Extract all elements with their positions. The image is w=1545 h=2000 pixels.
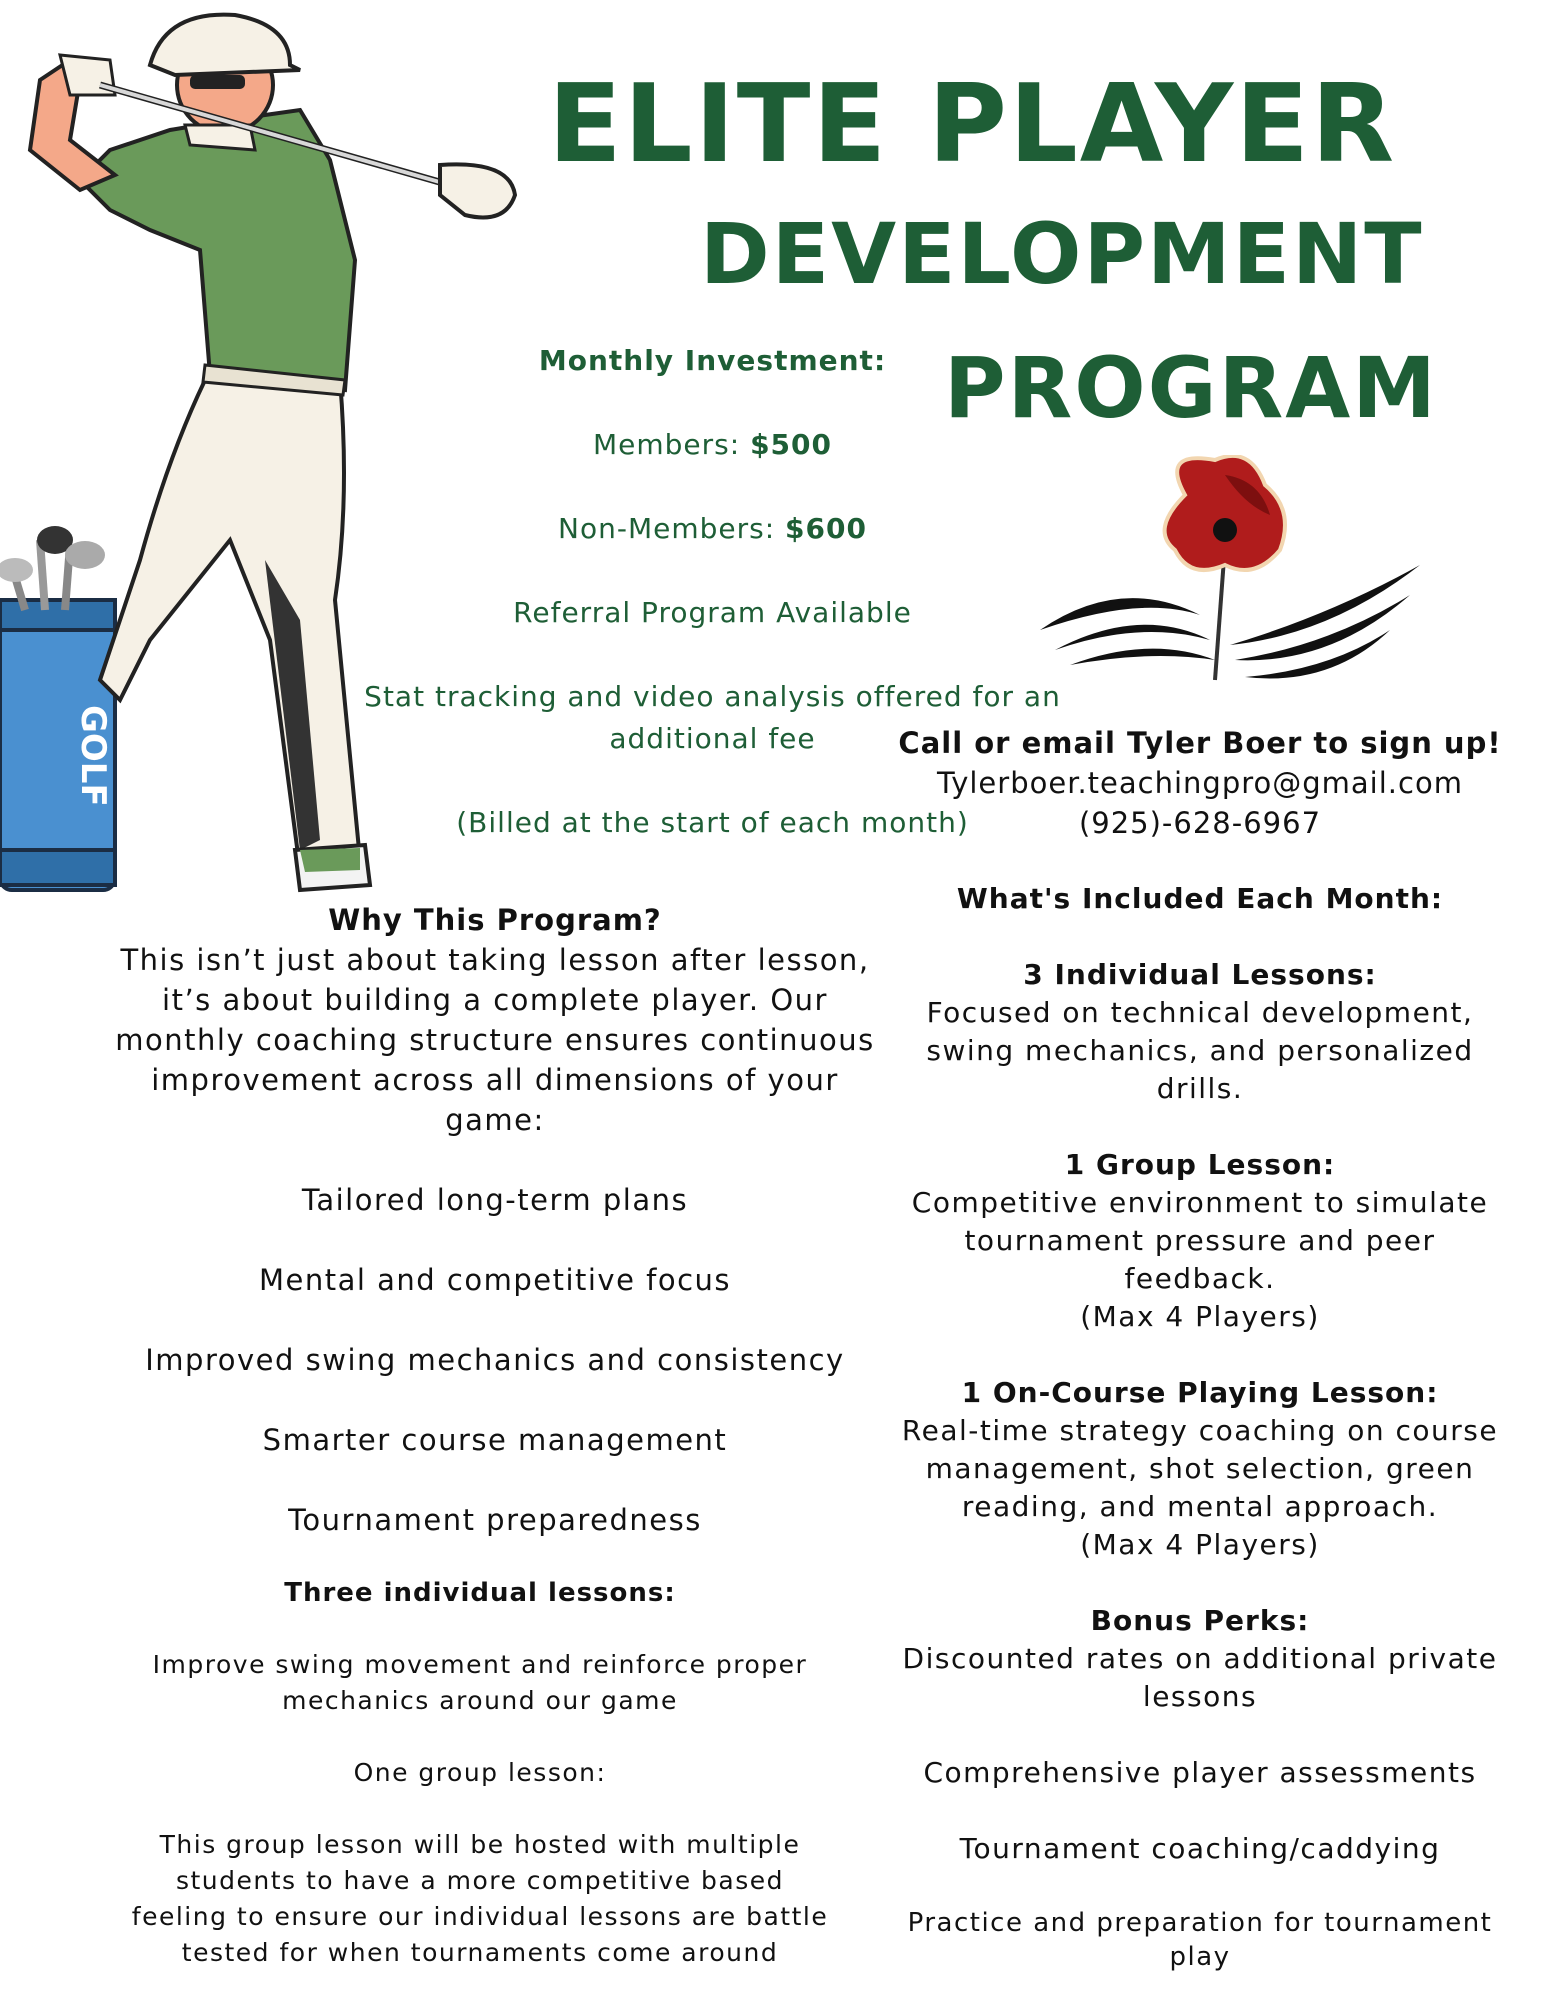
- group-lesson-line: This group lesson will be hosted with multiple: [159, 1830, 801, 1859]
- golf-bag-icon: [0, 526, 115, 890]
- included-item-line: (Max 4 Players): [1080, 1528, 1320, 1561]
- included-item-line: management, shot selection, green: [925, 1452, 1475, 1485]
- why-bullet: Tailored long-term plans: [301, 1183, 689, 1217]
- perk-last-line: play: [1169, 1942, 1231, 1972]
- included-item-line: Focused on technical development,: [926, 996, 1474, 1029]
- bonus-line: lessons: [1142, 1680, 1258, 1713]
- included-item-line: swing mechanics, and personalized: [926, 1034, 1474, 1067]
- perk-item: Tournament coaching/caddying: [959, 1832, 1441, 1865]
- included-item-line: Competitive environment to simulate: [911, 1186, 1489, 1219]
- flower-logo: [1030, 455, 1420, 685]
- members-price: [345, 424, 1080, 466]
- nonmembers-amount: $600: [785, 512, 867, 545]
- stat-line-1: Stat tracking and video analysis offered for an: [364, 680, 1061, 713]
- referral-text: Referral Program Available: [513, 596, 912, 629]
- why-heading: Why This Program?: [328, 903, 662, 937]
- flower-icon: [1040, 456, 1420, 680]
- included-item-line: drills.: [1156, 1072, 1244, 1105]
- perk-last-line: Practice and preparation for tournament: [907, 1908, 1493, 1938]
- included-section: [890, 880, 1510, 1974]
- included-heading: What's Included Each Month:: [956, 882, 1444, 915]
- members-label: Members:: [592, 428, 751, 461]
- why-bullet: Mental and competitive focus: [258, 1263, 732, 1297]
- included-item-line: (Max 4 Players): [1080, 1300, 1320, 1333]
- why-intro-line: This isn’t just about taking lesson after lesson,: [120, 943, 870, 977]
- why-bullet: Tournament preparedness: [288, 1503, 702, 1537]
- included-item-heading: 3 Individual Lessons:: [1023, 958, 1377, 991]
- group-lesson-line: feeling to ensure our individual lessons are battle: [131, 1902, 829, 1931]
- included-item-line: feedback.: [1124, 1262, 1276, 1295]
- why-bullets: [95, 1180, 895, 1540]
- three-lessons-line: Improve swing movement and reinforce proper: [152, 1650, 808, 1679]
- nonmembers-price: [345, 508, 1080, 550]
- billing-note: (Billed at the start of each month): [456, 806, 969, 839]
- bonus-line: Discounted rates on additional private: [902, 1642, 1498, 1675]
- stat-line-2-text: additional fee: [609, 722, 816, 755]
- perk-item-last: [890, 1906, 1510, 1974]
- bonus-heading: Bonus Perks:: [1090, 1604, 1310, 1637]
- title-line-2: DEVELOPMENT: [700, 205, 1424, 303]
- bag-label: GOLF: [73, 705, 113, 807]
- why-bullet: Improved swing mechanics and consistency: [145, 1343, 845, 1377]
- group-lesson-line: tested for when tournaments come around: [181, 1938, 779, 1967]
- why-intro-line: improvement across all dimensions of your: [151, 1063, 839, 1097]
- why-intro-line: game:: [445, 1103, 545, 1137]
- why-section: [95, 900, 895, 1540]
- contact-heading: Call or email Tyler Boer to sign up!: [898, 726, 1502, 760]
- included-item-line: Real-time strategy coaching on course: [901, 1414, 1499, 1447]
- contact-email[interactable]: Tylerboer.teachingpro@gmail.com: [937, 766, 1463, 800]
- why-intro: [95, 940, 895, 1140]
- group-lesson-line: students to have a more competitive based: [175, 1866, 785, 1895]
- perk-item: Comprehensive player assessments: [923, 1756, 1477, 1789]
- contact-phone[interactable]: (925)-628-6967: [1078, 806, 1322, 840]
- title-line-1: ELITE PLAYER: [548, 62, 1397, 187]
- included-item-line: tournament pressure and peer: [964, 1224, 1436, 1257]
- included-item-line: reading, and mental approach.: [961, 1490, 1439, 1523]
- title-line-3: PROGRAM: [944, 339, 1438, 437]
- three-lessons-section: [95, 1575, 865, 1971]
- pricing-heading: Monthly Investment:: [538, 344, 887, 377]
- group-lesson-heading: One group lesson:: [353, 1758, 607, 1787]
- included-item-heading: 1 Group Lesson:: [1064, 1148, 1336, 1181]
- why-bullet: Smarter course management: [262, 1423, 728, 1457]
- included-item-heading: 1 On-Course Playing Lesson:: [961, 1376, 1439, 1409]
- three-lessons-heading: Three individual lessons:: [284, 1578, 676, 1608]
- three-lessons-line: mechanics around our game: [282, 1686, 678, 1715]
- nonmembers-label: Non-Members:: [558, 512, 786, 545]
- why-intro-line: monthly coaching structure ensures continuous: [115, 1023, 875, 1057]
- members-amount: $500: [750, 428, 833, 461]
- why-intro-line: it’s about building a complete player. Our: [162, 983, 828, 1017]
